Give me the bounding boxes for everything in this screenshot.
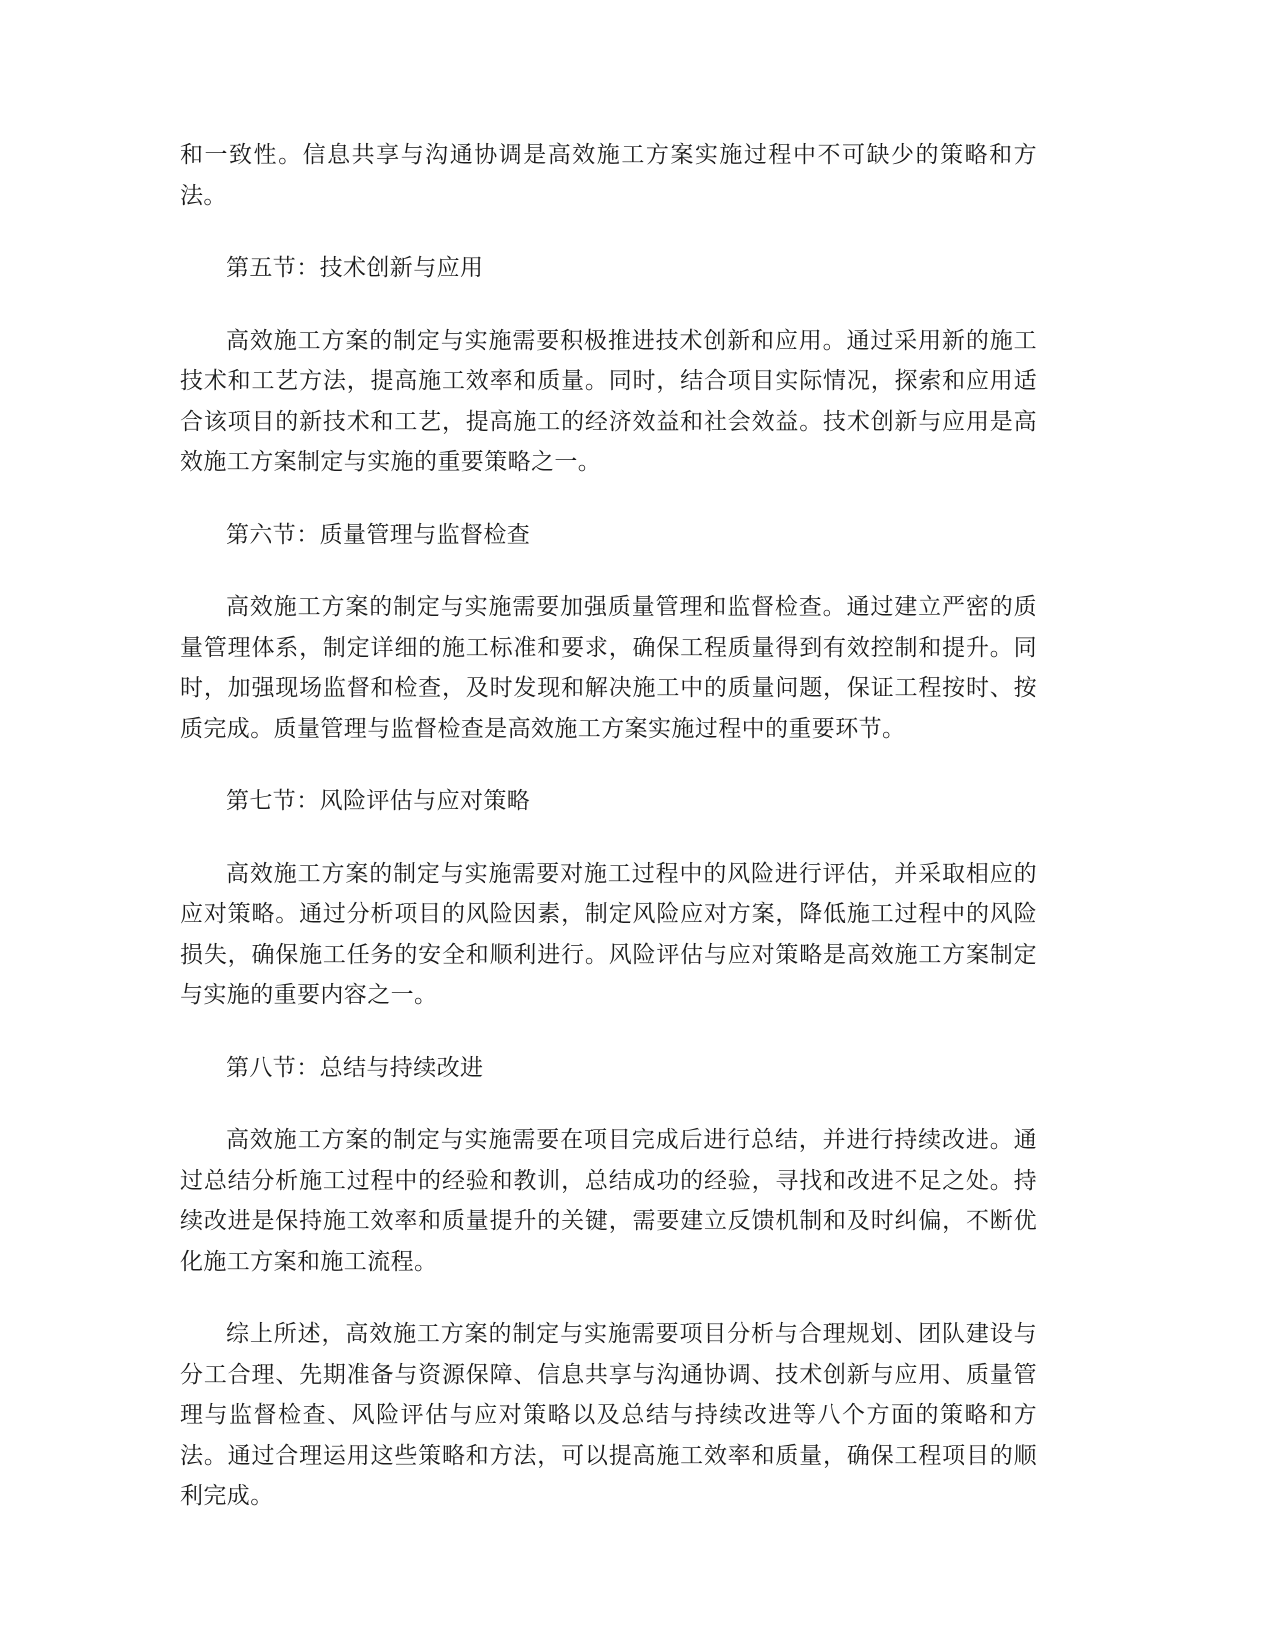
section-heading-6: 第六节：质量管理与监督检查 (226, 521, 531, 548)
paragraph-risk-assessment: 高效施工方案的制定与实施需要对施工过程中的风险进行评估，并采取相应的应对策略。通过分析项目的风险因素，制定风险应对方案，降低施工过程中的风险损失，确保施工任务的安全和顺利进行。风险评估与应对策略是高效施工方案制定与实施的重要内容之一。 (180, 860, 1037, 1008)
paragraph-quality-management: 高效施工方案的制定与实施需要加强质量管理和监督检查。通过建立严密的质量管理体系，制定详细的施工标准和要求，确保工程质量得到有效控制和提升。同时，加强现场监督和检查，及时发现和解决施工中的质量问题，保证工程按时、按质完成。质量管理与监督检查是高效施工方案实施过程中的重要环节。 (180, 594, 1037, 742)
paragraph-conclusion: 综上所述，高效施工方案的制定与实施需要项目分析与合理规划、团队建设与分工合理、先期准备与资源保障、信息共享与沟通协调、技术创新与应用、质量管理与监督检查、风险评估与应对策略以及总结与持续改进等八个方面的策略和方法。通过合理运用这些策略和方法，可以提高施工效率和质量，确保工程项目的顺利完成。 (180, 1321, 1037, 1509)
paragraph-continuation: 和一致性。信息共享与沟通协调是高效施工方案实施过程中不可缺少的策略和方法。 (180, 142, 1037, 209)
paragraph-summary-improvement: 高效施工方案的制定与实施需要在项目完成后进行总结，并进行持续改进。通过总结分析施工过程中的经验和教训，总结成功的经验，寻找和改进不足之处。持续改进是保持施工效率和质量提升的关键，需要建立反馈机制和及时纠偏，不断优化施工方案和施工流程。 (180, 1127, 1037, 1275)
section-heading-8: 第八节：总结与持续改进 (226, 1054, 484, 1081)
document-page (180, 135, 1037, 1549)
section-heading-7: 第七节：风险评估与应对策略 (226, 788, 531, 814)
paragraph-tech-innovation: 高效施工方案的制定与实施需要积极推进技术创新和应用。通过采用新的施工技术和工艺方法，提高施工效率和质量。同时，结合项目实际情况，探索和应用适合该项目的新技术和工艺，提高施工的经济效益和社会效益。技术创新与应用是高效施工方案制定与实施的重要策略之一。 (180, 327, 1037, 475)
section-heading-5: 第五节：技术创新与应用 (226, 255, 484, 281)
